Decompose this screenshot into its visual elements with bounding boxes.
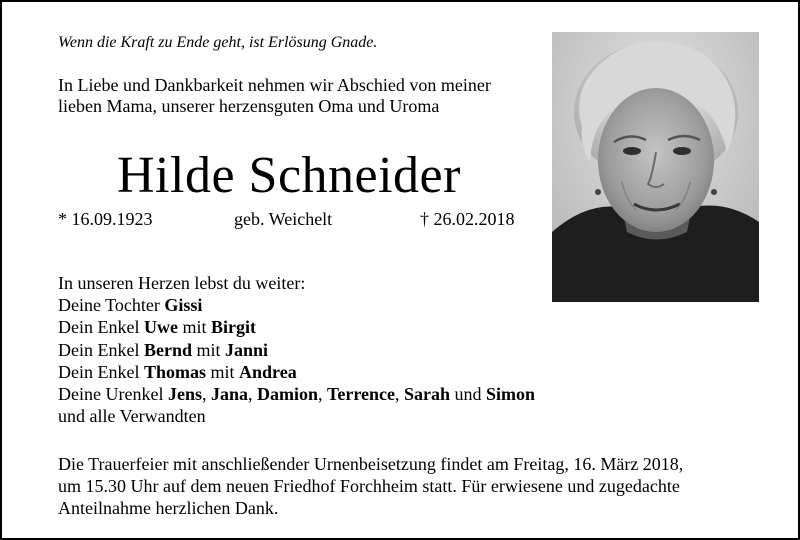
relation-label: Dein Enkel: [58, 361, 144, 382]
relation-label: Deine Tochter: [58, 295, 165, 316]
closing-text: [58, 453, 683, 519]
family-relatives: und alle Verwandten: [58, 406, 206, 427]
connector: mit: [192, 339, 226, 360]
relation-label: Deine Urenkel: [58, 384, 168, 405]
separator: ,: [318, 384, 327, 405]
person-name: Uwe: [143, 317, 178, 338]
closing-line-2: um 15.30 Uhr auf dem neuen Friedhof Forchheim statt. Für erwiesene und zugedachte: [58, 476, 680, 496]
relation-label: Dein Enkel: [58, 317, 144, 338]
closing-line-3: Anteilnahme herzlichen Dank.: [58, 498, 279, 518]
family-list: [58, 272, 535, 427]
separator: ,: [247, 384, 257, 405]
person-name: Bernd: [143, 339, 192, 360]
person-name: Gissi: [164, 295, 203, 316]
separator: ,: [394, 384, 404, 405]
deceased-name: Hilde Schneider: [117, 147, 461, 204]
family-daughter: [58, 294, 535, 316]
family-heading: In unseren Herzen lebst du weiter:: [58, 273, 306, 293]
death-date: † 26.02.2018: [420, 209, 515, 229]
family-grandson: [58, 361, 535, 383]
connector: mit: [177, 317, 211, 338]
family-great-grandchildren: [58, 383, 535, 405]
intro-line-1: In Liebe und Dankbarkeit nehmen wir Abschied von meiner: [58, 75, 491, 95]
intro-line-2: lieben Mama, unserer herzensguten Oma und Uroma: [58, 96, 440, 116]
relation-label: Dein Enkel: [58, 339, 144, 360]
portrait-image: [552, 32, 759, 302]
maiden-name: geb. Weichelt: [234, 209, 333, 229]
person-name: Andrea: [239, 361, 297, 382]
person-name: Birgit: [211, 317, 256, 338]
person-name: Simon: [486, 384, 536, 405]
intro-text: [58, 75, 491, 117]
connector: und: [450, 384, 486, 405]
family-grandson: [58, 316, 535, 338]
closing-line-1: Die Trauerfeier mit anschließender Urnenbeisetzung findet am Freitag, 16. März 2018,: [58, 454, 684, 474]
portrait-photo: [552, 32, 759, 302]
separator: ,: [201, 384, 211, 405]
person-name: Sarah: [403, 384, 450, 405]
family-grandson: [58, 339, 535, 361]
connector: mit: [206, 361, 240, 382]
person-name: Damion: [256, 384, 318, 405]
person-name: Jana: [210, 384, 248, 405]
person-name: Jens: [167, 384, 202, 405]
person-name: Janni: [225, 339, 269, 360]
person-name: Thomas: [143, 361, 206, 382]
birth-date: * 16.09.1923: [58, 209, 153, 229]
person-name: Terrence: [327, 384, 395, 405]
motto: Wenn die Kraft zu Ende geht, ist Erlösung Gnade.: [58, 34, 378, 51]
